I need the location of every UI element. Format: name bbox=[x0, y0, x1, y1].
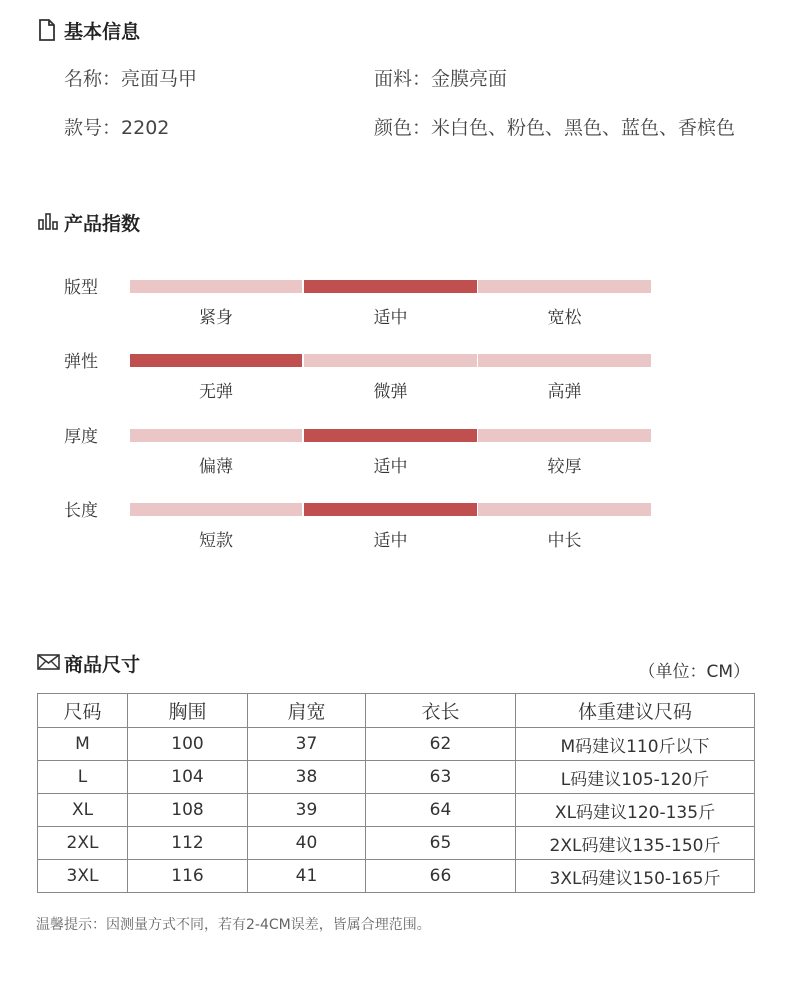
table-row bbox=[38, 728, 755, 761]
fabric-value: 金膜亮面 bbox=[431, 68, 508, 90]
metric-option-label: 微弹 bbox=[373, 382, 408, 402]
metric-option-label: 较厚 bbox=[547, 457, 582, 477]
style-no-value: 2202 bbox=[121, 117, 170, 139]
header-length: 衣长 bbox=[366, 694, 516, 728]
metric-segment bbox=[130, 429, 302, 442]
style-no-label: 款号： bbox=[64, 117, 122, 139]
metric-bar bbox=[130, 503, 650, 516]
metric-segment-selected bbox=[304, 280, 477, 293]
header-weight-advice: 体重建议尺码 bbox=[516, 694, 755, 728]
cell-shoulder: 41 bbox=[248, 860, 366, 893]
metric-option-label: 短款 bbox=[199, 531, 233, 551]
metric-segment bbox=[304, 354, 477, 367]
cell-weight-advice: L码建议105-120斤 bbox=[516, 761, 755, 794]
metric-label: 厚度 bbox=[64, 427, 98, 447]
cell-size: L bbox=[38, 761, 128, 794]
bar-chart-icon bbox=[38, 210, 60, 230]
name-value: 亮面马甲 bbox=[121, 68, 198, 90]
cell-chest: 108 bbox=[128, 794, 248, 827]
envelope-icon bbox=[37, 654, 60, 670]
metric-segment bbox=[478, 429, 651, 442]
cell-weight-advice: M码建议110斤以下 bbox=[516, 728, 755, 761]
size-unit: （单位：CM） bbox=[638, 662, 750, 682]
metric-segment-selected bbox=[304, 503, 477, 516]
cell-length: 64 bbox=[366, 794, 516, 827]
cell-size: M bbox=[38, 728, 128, 761]
metric-bar bbox=[130, 280, 650, 293]
color-value: 米白色、粉色、黑色、蓝色、香槟色 bbox=[431, 117, 736, 139]
color-row bbox=[374, 113, 735, 140]
size-table-header bbox=[38, 694, 755, 728]
cell-weight-advice: 3XL码建议150-165斤 bbox=[516, 860, 755, 893]
product-index-title: 产品指数 bbox=[64, 213, 141, 235]
metric-segment bbox=[478, 280, 651, 293]
metric-bar bbox=[130, 429, 650, 442]
cell-size: 3XL bbox=[38, 860, 128, 893]
cell-shoulder: 40 bbox=[248, 827, 366, 860]
cell-length: 62 bbox=[366, 728, 516, 761]
metric-segment bbox=[478, 503, 651, 516]
metric-segment bbox=[478, 354, 651, 367]
cell-shoulder: 38 bbox=[248, 761, 366, 794]
metric-segment bbox=[130, 503, 302, 516]
metric-segment-selected bbox=[130, 354, 302, 367]
metric-option-label: 高弹 bbox=[547, 382, 582, 402]
name-row bbox=[64, 64, 197, 91]
name-label: 名称： bbox=[64, 68, 122, 90]
document-icon bbox=[38, 19, 56, 41]
metric-label: 弹性 bbox=[64, 352, 98, 372]
cell-size: XL bbox=[38, 794, 128, 827]
cell-chest: 100 bbox=[128, 728, 248, 761]
metric-option-label: 宽松 bbox=[547, 308, 582, 328]
table-row bbox=[38, 794, 755, 827]
cell-length: 65 bbox=[366, 827, 516, 860]
cell-shoulder: 39 bbox=[248, 794, 366, 827]
header-shoulder: 肩宽 bbox=[248, 694, 366, 728]
metric-label: 长度 bbox=[64, 501, 98, 521]
metric-label: 版型 bbox=[64, 278, 98, 298]
cell-length: 63 bbox=[366, 761, 516, 794]
table-row bbox=[38, 761, 755, 794]
header-size: 尺码 bbox=[38, 694, 128, 728]
metric-option-label: 无弹 bbox=[199, 382, 233, 402]
metric-option-label: 中长 bbox=[547, 531, 582, 551]
table-row bbox=[38, 827, 755, 860]
cell-length: 66 bbox=[366, 860, 516, 893]
measurement-note: 温馨提示：因测量方式不同，若有2-4CM误差，皆属合理范围。 bbox=[36, 917, 431, 933]
header-chest: 胸围 bbox=[128, 694, 248, 728]
color-label: 颜色： bbox=[374, 117, 432, 139]
metric-option-label: 偏薄 bbox=[199, 457, 233, 477]
cell-weight-advice: XL码建议120-135斤 bbox=[516, 794, 755, 827]
basic-info-title: 基本信息 bbox=[64, 21, 141, 43]
metric-option-label: 紧身 bbox=[199, 308, 233, 328]
table-row bbox=[38, 860, 755, 893]
size-table bbox=[37, 693, 755, 893]
cell-size: 2XL bbox=[38, 827, 128, 860]
metric-option-label: 适中 bbox=[373, 457, 408, 477]
metric-option-label: 适中 bbox=[373, 308, 408, 328]
cell-chest: 104 bbox=[128, 761, 248, 794]
style-no-row bbox=[64, 113, 169, 140]
metric-option-label: 适中 bbox=[373, 531, 408, 551]
cell-weight-advice: 2XL码建议135-150斤 bbox=[516, 827, 755, 860]
cell-chest: 116 bbox=[128, 860, 248, 893]
metric-segment-selected bbox=[304, 429, 477, 442]
metric-bar bbox=[130, 354, 650, 367]
fabric-row bbox=[374, 64, 507, 91]
cell-chest: 112 bbox=[128, 827, 248, 860]
fabric-label: 面料： bbox=[374, 68, 432, 90]
size-chart-title: 商品尺寸 bbox=[64, 654, 141, 676]
cell-shoulder: 37 bbox=[248, 728, 366, 761]
metric-segment bbox=[130, 280, 302, 293]
